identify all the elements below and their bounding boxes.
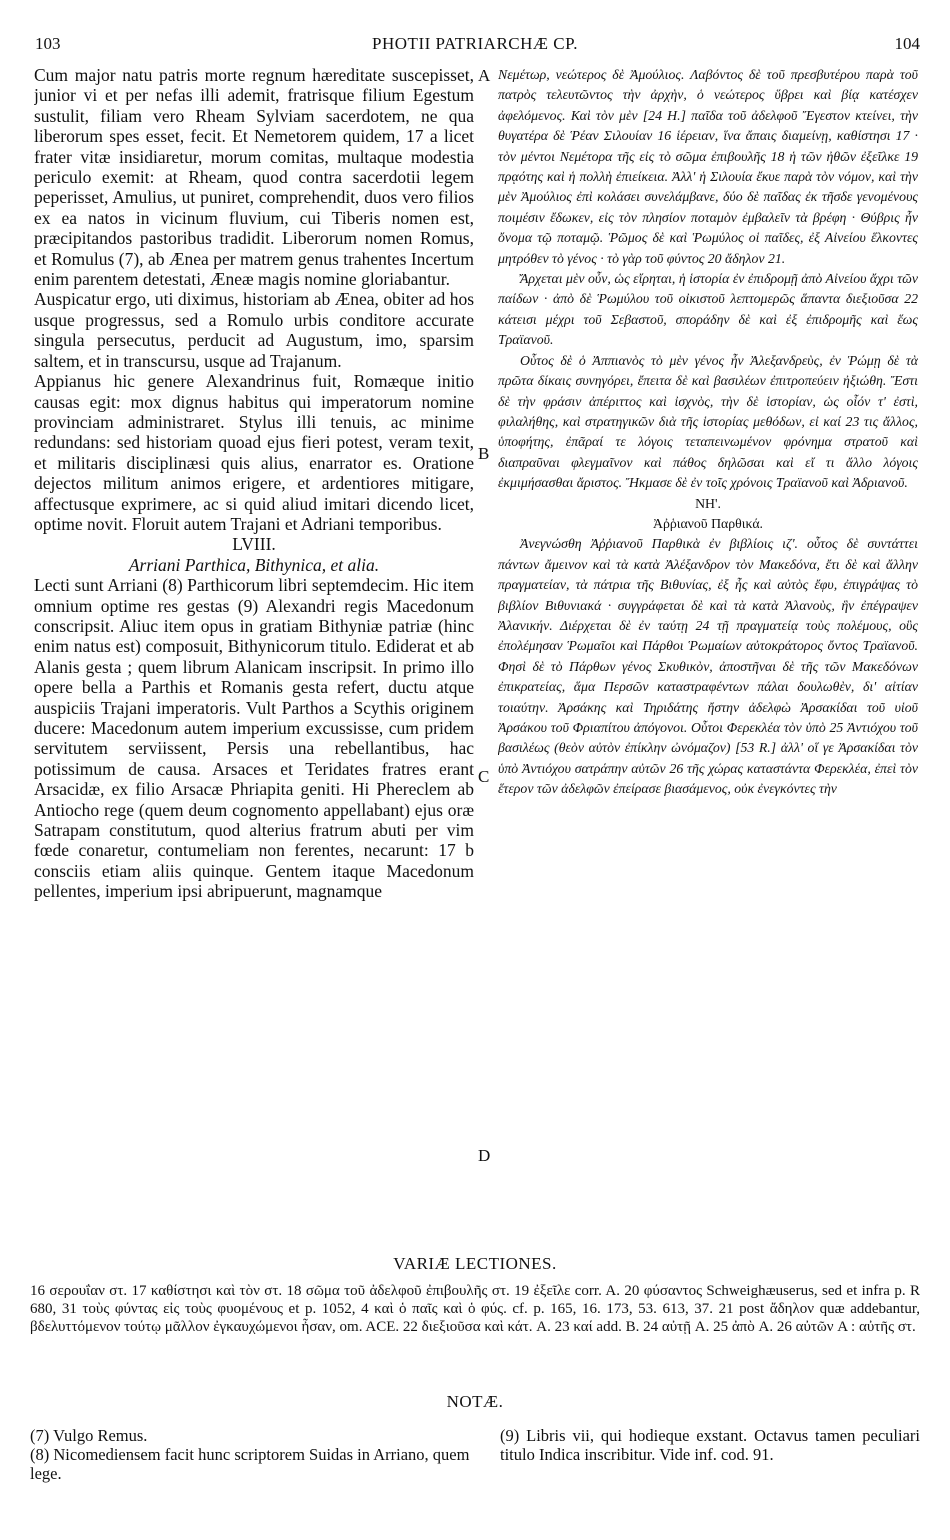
page-number-right: 104 (894, 34, 920, 53)
notes-title: NOTÆ. (446, 1392, 504, 1411)
margin-letter-b: B (478, 444, 490, 463)
variae-text: 16 σερουΐαν στ. 17 καθίστησι καὶ τὸν στ. 18 σῶμα τοῦ ἀδελφοῦ ἐπιβουλῆς στ. 19 ἐξεῖλε corr. A. 20 φύσαντος Schweighæuserus, sed et infra p. R 680, 31 τοὺς φύντας εἰς τοὺς φυομένους et p. 1052, 4 καὶ ὁ παῖς καὶ ὁ φύς. cf. p. 165, 16. 173, 53. 613, 37. 21 post ἄδηλον quæ addebantur, βδελυττόμενον τούτῳ μᾶλλον ἐγκαυχώμενοι ἦσαν, om. ACE. 22 διεξιοῦσα καὶ κάτ. A. 23 καί add. B. 24 αὐτῇ A. 25 ἀπὸ A. 26 αὐτῶν A : αὐτῆς στ. (30, 1283, 920, 1335)
running-title: PHOTII PATRIARCHÆ CP. (372, 34, 578, 53)
margin-letter-a: A (478, 66, 491, 85)
notes-left-column (30, 1426, 470, 1483)
greek-column (498, 65, 918, 1240)
note-8: (8) Nicomediensem facit hunc scriptorem Suidas in Arriano, quem lege. (30, 1445, 470, 1483)
margin-letter-c: C (478, 767, 490, 786)
running-header (30, 30, 920, 54)
notes-columns (30, 1426, 920, 1483)
greek-section-title: Ἀῤῥιανοῦ Παρθικά. (653, 515, 763, 531)
page-number-left: 103 (35, 34, 61, 53)
greek-paragraph-2: Ἄρχεται μὲν οὖν, ὡς εἴρηται, ἡ ἱστορία ἐν ἐπιδρομῇ ἀπὸ Αἰνείου ἄχρι τῶν παίδων · ἀπὸ δὲ Ῥωμύλου τοῦ οἰκιστοῦ λεπτομερῶς ἅπαντα διεξιοῦσα 22 κάτεισι μέχρι τοῦ Σεβαστοῦ, σποράδην δὲ καὶ ἐξ ἐπιδρομῆς καὶ ἕως Τραϊανοῦ. (498, 271, 918, 348)
note-7: (7) Vulgo Remus. (30, 1426, 148, 1445)
greek-paragraph-3: Οὗτος δὲ ὁ Ἀππιανὸς τὸ μὲν γένος ἦν Ἀλεξανδρεὺς, ἐν Ῥώμῃ δὲ τὰ πρῶτα δίκαις συνηγόρει, ἔπειτα δὲ καὶ βασιλέων ἐπιτροπεύειν ἠξιώθη. Ἔστι δὲ τὴν φράσιν ἀπέριττος καὶ ἰσχνὸς, τὴν δὲ ἱστορίαν, ὡς οἷόν τ' ἐστὶ, φιλαλήθης, καὶ στρατηγικῶν διὰ τῆς ἱστορίας μεθόδων, εἰ καί 23 τις ἄλλος, ὑποφήτης, ἐπᾶραί τε λόγοις τεταπεινωμένον φρόνημα στρατοῦ καὶ διαπραῦναι φλεγμαῖνον καὶ πάθος δηλῶσαι καὶ εἴ τι ἄλλο λόγοις ἐκμιμήσασθαι ἄριστος. Ἤκμασε δὲ ἐν τοῖς χρόνοις Τραϊανοῦ καὶ Ἀδριανοῦ. (498, 352, 918, 491)
latin-paragraph-4: Lecti sunt Arriani (8) Parthicorum libri septemdecim. Hic item omnium optime res gestas (9) Alexandri regis Macedonum conscripsit. Aliuc item opus in gratiam Bithyniæ patriæ (hinc enim natus est) composuit, Bithynicorum titulo. Ediderat et ab Alanis gesta ; quem librum Alanicam inscripsit. In primo illo opere bella a Parthis et Romanis gesta refert, ductu atque auspiciis Trajani imperatoris. Vult Parthos a Scythis originem ducere: Macedonum autem imperium excussisse, cum pridem servitutem serviissent, Persis una rebellantibus, hac potissimum de causa. Arsaces et Teridates fratres erant Arsacidæ, ex filio Arsacæ Phriapita geniti. Hi Phereclem ab Antiocho rege (quem deum cognomento appellabant) ejus oræ Satrapam constitutum, quod alterius fratrum abuti per vim fœde conaretur, contumeliam non ferentes, necarunt: 17 b consciis etiam aliis quinque. Gentem itaque Macedonum pellentes, imperium ipsi abripuerunt, magnamque (34, 575, 474, 902)
greek-paragraph-1: Νεμέτωρ, νεώτερος δὲ Ἀμούλιος. Λαβόντος δὲ τοῦ πρεσβυτέρου παρὰ τοῦ πατρὸς τελευτῶντος τὴν ἀρχὴν, ὁ νεώτερος ὕβρει καὶ βίᾳ κατέσχεν ἀφελόμενος. Καὶ τὸν μὲν [24 H.] παῖδα τοῦ ἀδελφοῦ Ἔγεστον κτείνει, τὴν θυγατέρα δὲ Ῥέαν Σιλουίαν 16 ἱέρειαν, ἵνα ἄπαις διαμείνῃ, καθίστησι 17 · τὸν μέντοι Νεμέτορα τῆς εἰς τὸ σῶμα ἐπιβουλῆς 18 ἡ τῶν ἠθῶν ἐξεῖλκε 19 πρᾳότης καὶ ἡ πολλὴ ἐπιείκεια. Ἀλλ' ἡ Σιλουία ἔκυε παρὰ τὸν νόμον, καὶ τὴν μὲν Ἀμούλιος ἐπὶ κολάσει συνελάμβανε, δύο δὲ παῖδας ἐκ τῆσδε γενομένους ποιμέσιν ἔδωκεν, εἰς τὸν πλησίον ποταμὸν ἐμβαλεῖν τὰ βρέφη · Θύβρις ἦν ὄνομα τῷ ποταμῷ. Ῥῶμος δὲ καὶ Ῥωμύλος οἱ παῖδες, ἐξ Αἰνείου ἕλκοντες μητρόθεν τὸ γένος · τὸ γὰρ τοῦ φύντος 20 ἄδηλον 21. (498, 67, 918, 266)
latin-column (34, 65, 474, 1240)
variae-title: VARIÆ LECTIONES. (393, 1254, 557, 1273)
note-9: (9) Libris vii, qui hodieque exstant. Octavus tamen peculiari titulo Indica inscribitur. Vide inf. cod. 91. (500, 1426, 920, 1464)
latin-section-title: Arriani Parthica, Bithynica, et alia. (128, 554, 380, 575)
latin-section-number: LVIII. (232, 534, 276, 555)
notes-right-column (500, 1426, 920, 1483)
variae-lectiones (30, 1254, 920, 1336)
greek-paragraph-4: Ἀνεγνώσθη Ἀῤῥιανοῦ Παρθικὰ ἐν βιβλίοις ιζ'. οὗτος δὲ συντάττει πάντων ἄμεινον καὶ τὰ κατὰ Ἀλέξανδρον τὸν Μακεδόνα, ἔτι δὲ καὶ ἄλλην πραγματείαν, τὰ πάτρια τῆς Βιθυνίας, ἐξ ἧς καὶ αὐτὸς ἔφυ, ἐπιγράψας τὸ βιβλίον Βιθυνιακά · συγγράφεται δὲ καὶ τὰ κατὰ Ἀλανοὺς, ἣν ἐπέγραψεν Ἀλανικήν. Διέρχεται δὲ ἐν ταύτῃ 24 τῇ πραγματείᾳ τοὺς πολέμους, οὓς ἐπολέμησαν Ῥωμαῖοι καὶ Πάρθοι Ῥωμαίων αὐτοκράτορος ὄντος Τραϊανοῦ. Φησὶ δὲ τὸ Πάρθων γένος Σκυθικὸν, ἀποστῆναι δὲ τῆς τῶν Μακεδόνων ἐπικρατείας, ἅμα Περσῶν καταστραφέντων πάλαι δουλωθὲν, δι' αἰτίαν τοιαύτην. Ἀρσάκης καὶ Τηριδάτης ἤστην ἀδελφὼ Ἀρσακίδαι τοῦ υἱοῦ Ἀρσάκου τοῦ Φριαπίτου ἀπόγονοι. Οὗτοι Φερεκλέα τὸν ὑπὸ 25 Ἀντιόχου τοῦ βασιλέως (θεὸν αὐτὸν ἐπίκλην ὠνόμαζον) [53 R.] ἀλλ' οἵ γε Ἀρσακίδαι τὸν ὑπὸ Ἀντιόχου σατράπην αὐτῶν 26 τῆς χώρας καταστάντα Φερεκλέα, ἐπεὶ τὸν ἕτερον τῶν ἀδελφῶν ἐπείρασε βιασάμενος, οὐκ ἐνεγκόντες τὴν (498, 536, 918, 797)
margin-letter-d: D (478, 1146, 491, 1165)
latin-paragraph-2: Auspicatur ergo, uti diximus, historiam ab Ænea, obiter ad hos usque progressus, sed a Romulo urbis conditore accurate singula persecutus, perducit ad Augustum, imo, sparsim saltem, et in transcursu, usque ad Trajanum. (34, 289, 474, 371)
latin-paragraph-1: Cum major natu patris morte regnum hæreditate suscepisset, junior vi et per nefas illi ademit, fratrisque filium Egestum sustulit, filiam vero Rheam Sylviam sacerdotem, ne qua liberorum spes esset, fecit. Et Nemetorem quidem, 17 a licet frater vitæ insidiaretur, morum comitas, multaque modestia periculo exemit: at Rheam, quod contra sacerdotii legem peperisset, Amulius, ut puniret, comprehendit, duos vero filios ex ea natos in vicinum fluvium, cui Tiberis nomen est, præcipitandos pastoribus tradidit. Liberorum nomen Romus, et Romulus (7), ab Ænea per matrem genus trahentes Incertum enim parentem detestati, Æneæ magis nomine gloriabantur. (34, 65, 474, 290)
latin-paragraph-3: Appianus hic genere Alexandrinus fuit, Romæque initio causas egit: mox dignus habitus qui imperatorum nomine provinciam administraret. Stylus illi tenuis, ac minime redundans: sed historiam quoad ejus fieri potest, veram texit, et militaris disciplinæsi quis alius, enarrator es. Oratione dejectos militum animos erigere, et ardentiores mitigare, affectusque exprimere, ac si quid aliud imitari dicendo licet, optime novit. Floruit autem Trajani et Adriani temporibus. (34, 371, 474, 534)
greek-section-number: ΝΗ'. (695, 495, 721, 511)
notes-section (30, 1392, 920, 1483)
